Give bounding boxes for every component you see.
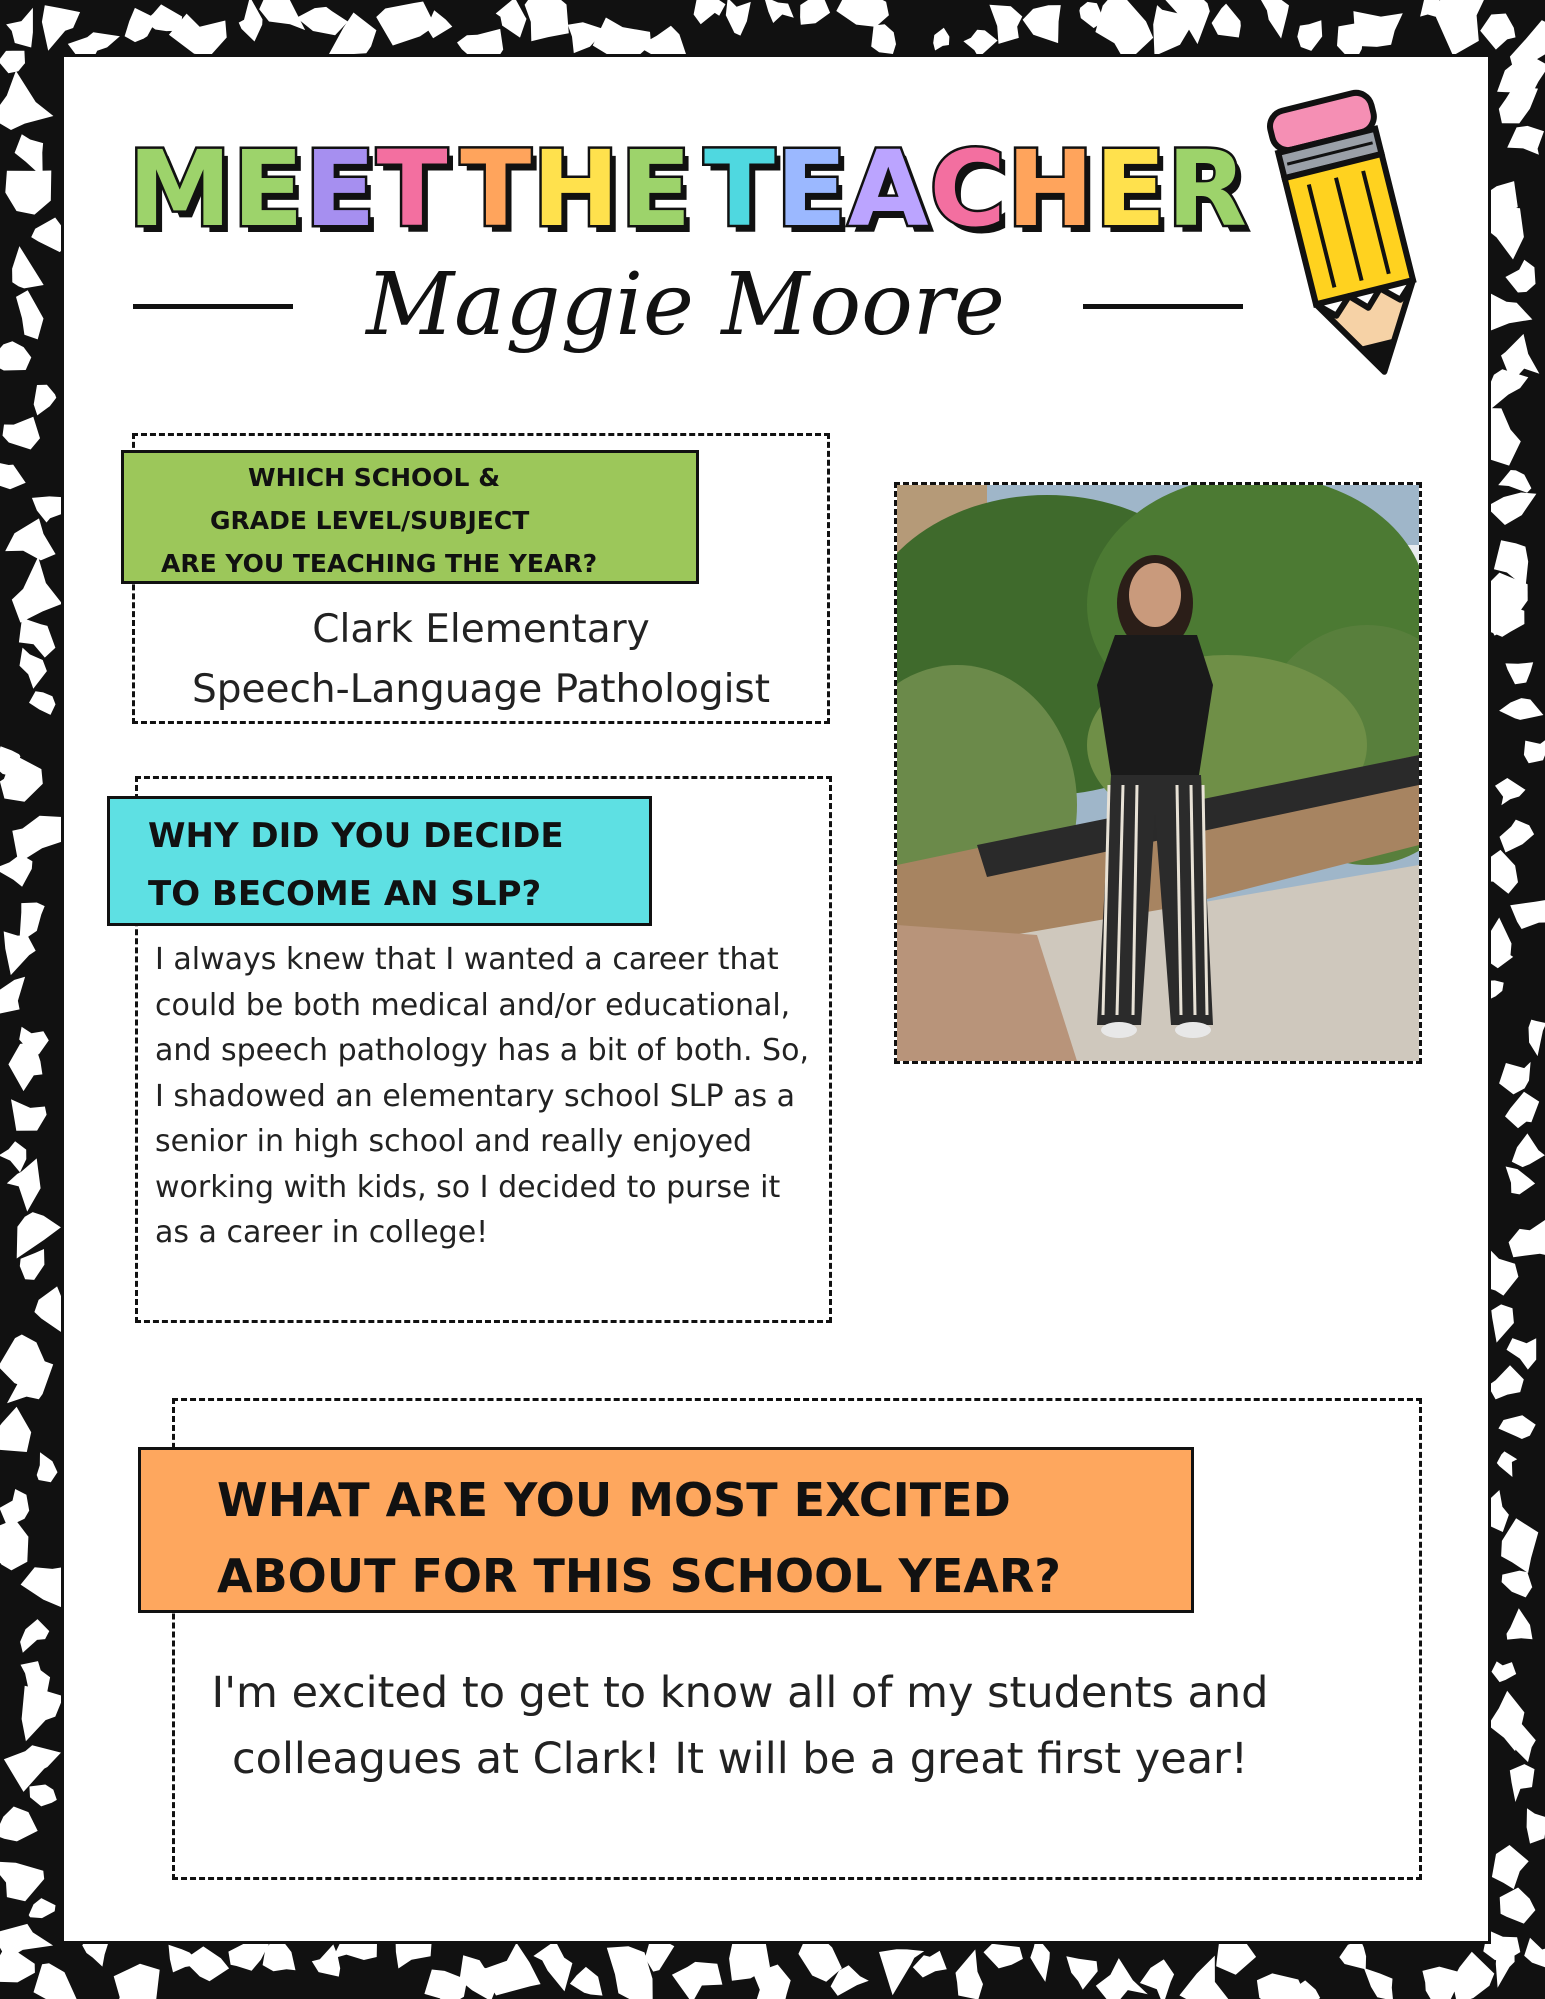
title-letter: T: [376, 128, 449, 250]
why-slp-label-line: TO BECOME AN SLP?: [148, 874, 542, 914]
divider-right: [1083, 304, 1243, 309]
position-title: Speech-Language Pathologist: [191, 667, 771, 712]
title-letter: T: [703, 128, 776, 250]
excited-label-line: WHAT ARE YOU MOST EXCITED: [217, 1473, 1011, 1527]
school-grade-answer: [132, 600, 830, 720]
page-title: [128, 128, 1248, 250]
title-letter: A: [847, 128, 930, 250]
title-letter: M: [128, 128, 233, 250]
title-letter: R: [1166, 128, 1248, 250]
excited-answer: I'm excited to get to know all of my students and colleagues at Clark! It will be a great first year!: [211, 1668, 1269, 1784]
pencil-icon: [1250, 84, 1450, 390]
title-letter: C: [929, 128, 1007, 250]
school-grade-label-line: WHICH SCHOOL &: [248, 463, 500, 492]
school-name: Clark Elementary: [312, 607, 650, 652]
title-letter: E: [620, 128, 693, 250]
title-letter: H: [532, 128, 621, 250]
title-letter: H: [1006, 128, 1095, 250]
why-slp-label: [107, 796, 652, 926]
teacher-photo: [894, 482, 1422, 1064]
title-letter: T: [460, 128, 533, 250]
school-grade-label-line: GRADE LEVEL/SUBJECT: [210, 506, 530, 535]
excited-label: [138, 1447, 1194, 1613]
title-letter: E: [1094, 128, 1167, 250]
excited-label-line: ABOUT FOR THIS SCHOOL YEAR?: [217, 1549, 1061, 1603]
school-grade-label-line: ARE YOU TEACHING THE YEAR?: [161, 549, 598, 578]
title-letter: E: [775, 128, 848, 250]
school-grade-label: [121, 450, 699, 584]
title-letter: E: [304, 128, 377, 250]
title-letter: E: [232, 128, 305, 250]
divider-left: [133, 304, 293, 309]
teacher-name-row: [128, 250, 1243, 360]
why-slp-label-line: WHY DID YOU DECIDE: [148, 816, 564, 856]
teacher-name: Maggie Moore: [366, 255, 1005, 355]
why-slp-answer: I always knew that I wanted a career that could be both medical and/or educational, and speech pathology has a bit of both. So, I shadowed an elementary school SLP as a senior in high school and really enjoyed working with kids, so I decided to purse it as a career in college!: [155, 942, 809, 1250]
